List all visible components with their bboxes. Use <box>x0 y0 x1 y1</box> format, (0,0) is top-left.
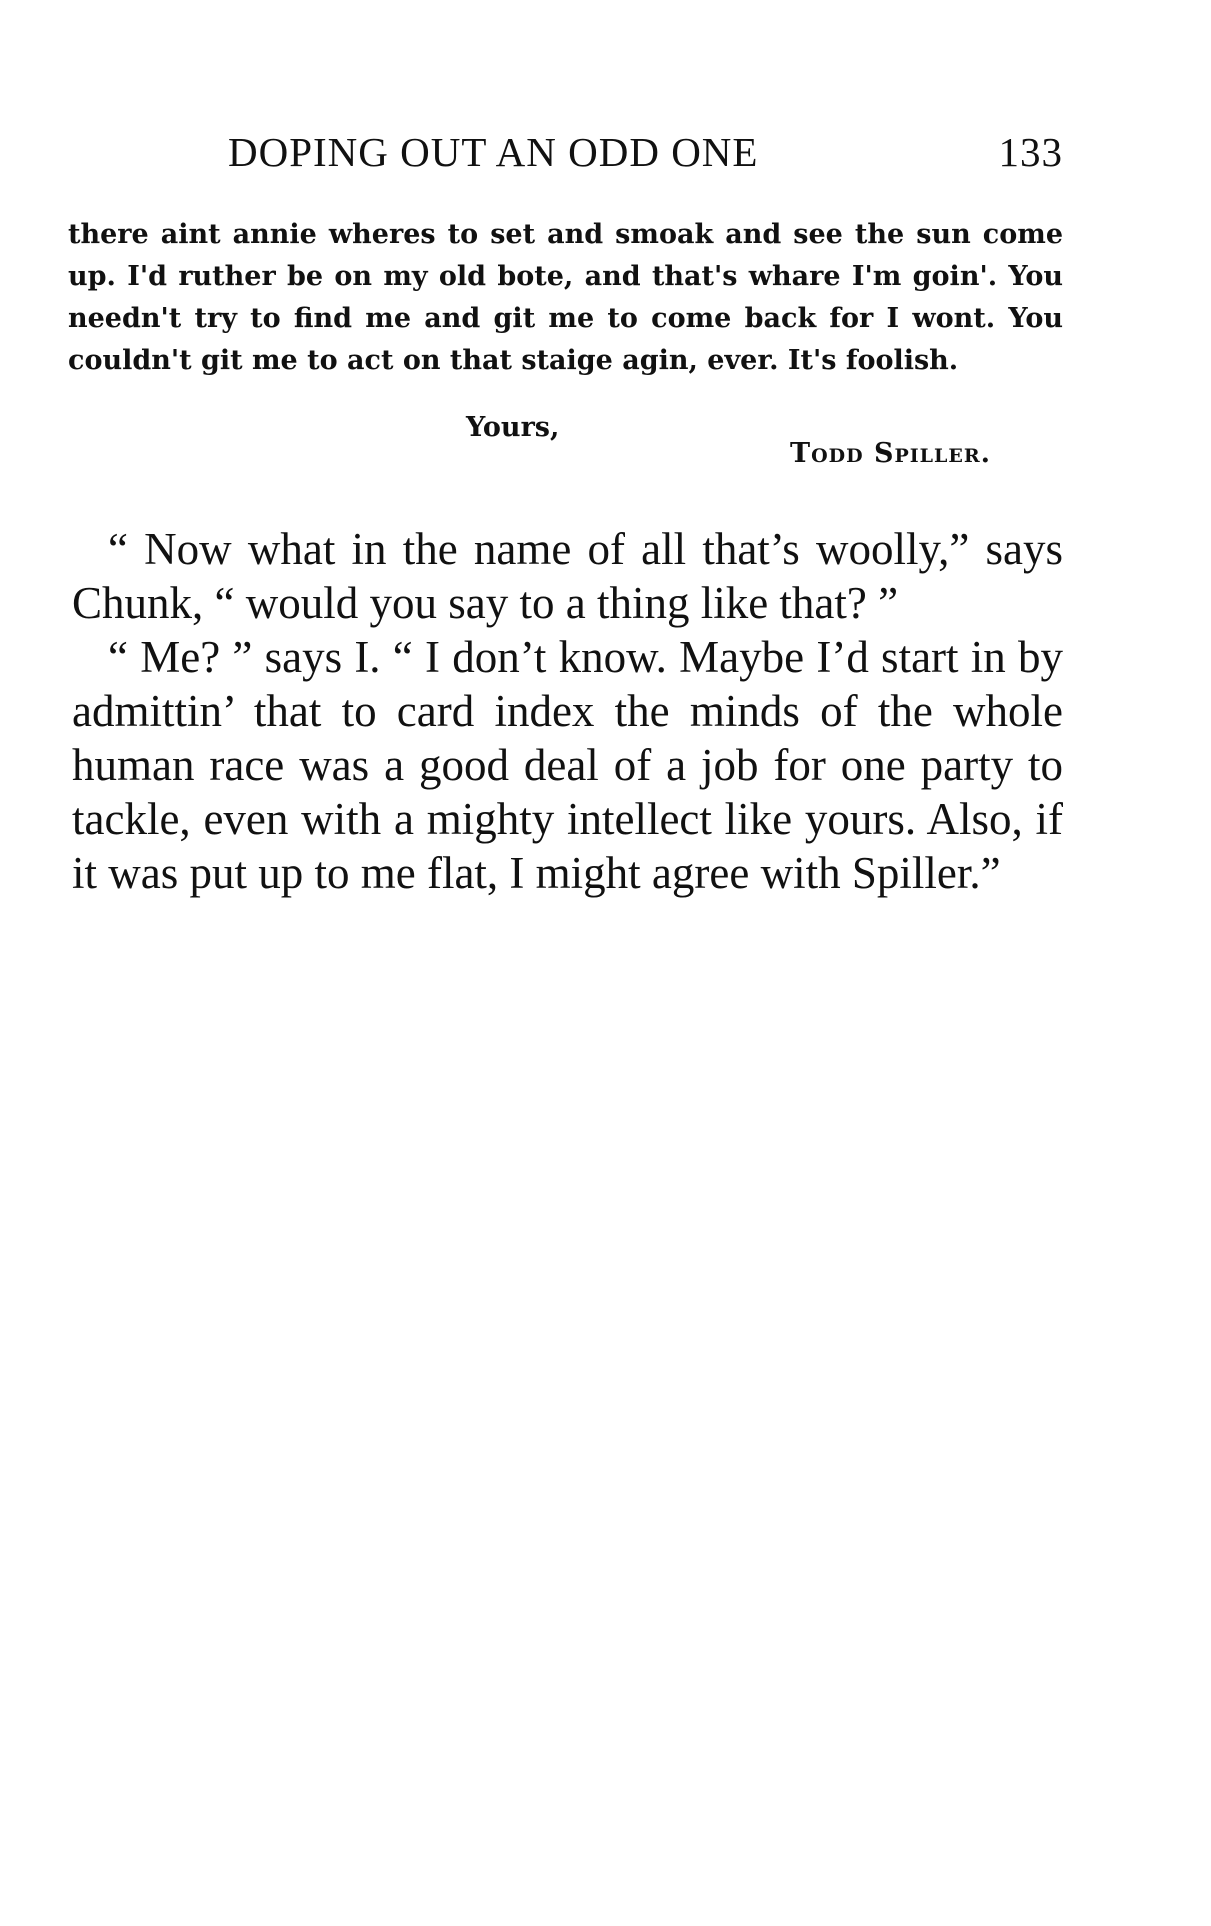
running-title: DOPING OUT AN ODD ONE <box>228 129 759 175</box>
page-number: 133 <box>998 129 1063 175</box>
letter-closing: Yours, <box>466 412 560 443</box>
letter-signature: Todd Spiller. <box>790 438 992 469</box>
paragraph: “ Now what in the name of all that’s woolly,” says Chunk, “ would you say to a thing like that? ” <box>72 524 1063 628</box>
running-head <box>228 128 1063 178</box>
narrative-body <box>72 522 1063 900</box>
paragraph: “ Me? ” says I. “ I don’t know. Maybe I’d start in by admittin’ that to card index the minds of the whole human race was a good deal of a job for one party to tackle, even with a mighty intellect like yours. Also, if it was put up to me flat, I might agree with Spiller.” <box>72 632 1063 898</box>
letter-excerpt <box>68 214 1063 382</box>
letter-text: there aint annie wheres to set and smoak and see the sun come up. I'd ruther be on my old bote, and that's whare I'm goin'. You needn't try to find me and git me to come back for I wont. You couldn't git me to act on that staige agin, ever. It's foolish. <box>68 219 1063 376</box>
